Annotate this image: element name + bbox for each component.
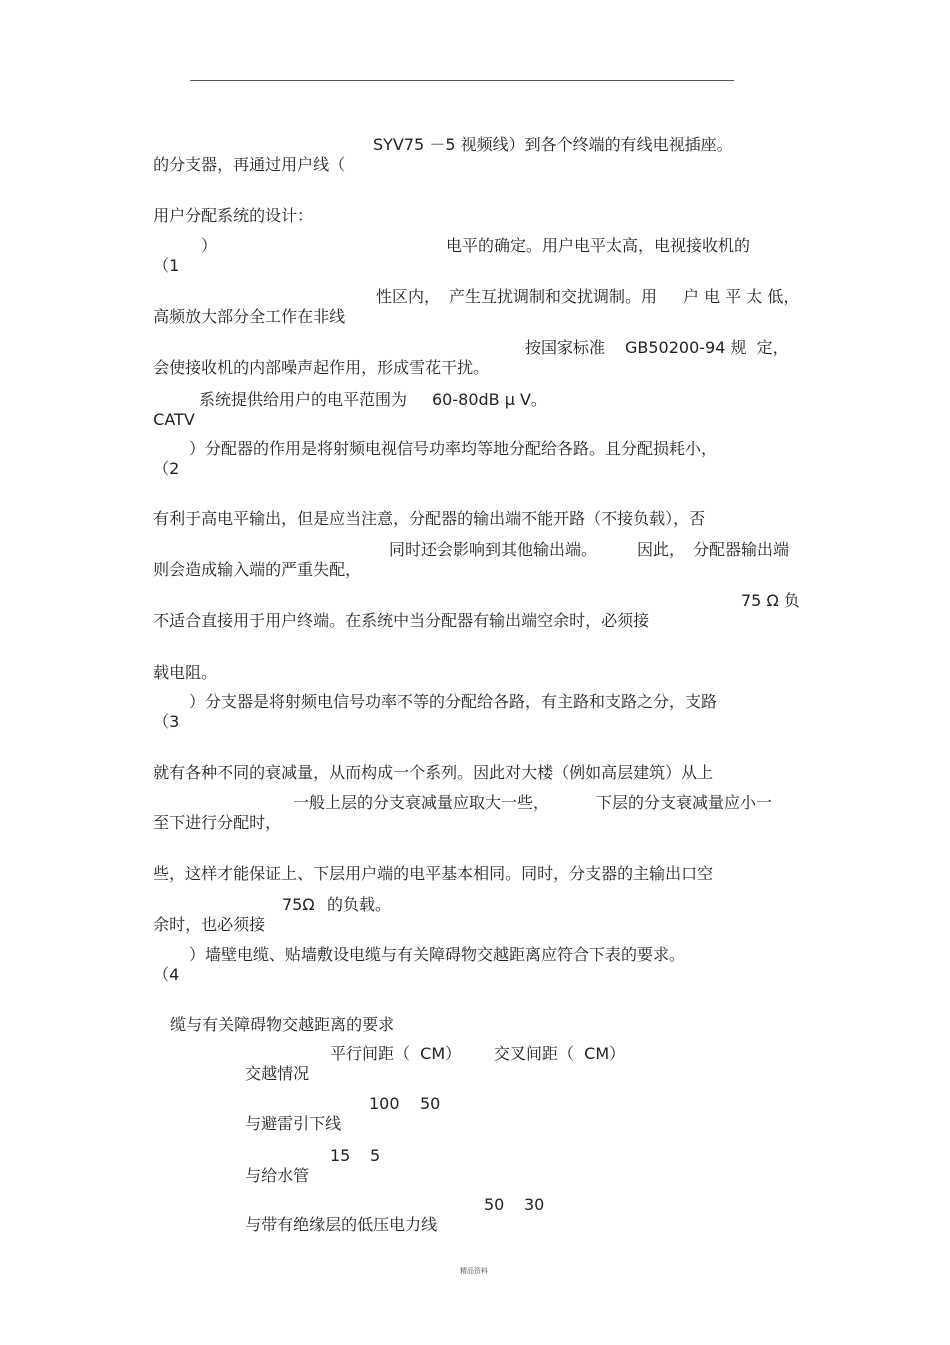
text-segment: 60-80dB μ V。 — [432, 390, 547, 409]
text-segment: 按国家标准 — [525, 338, 606, 357]
text-segment: 因此， — [637, 540, 686, 559]
text-segment: 的分支器，再通过用户线（ — [153, 155, 346, 174]
text-segment: 用户分配系统的设计： — [153, 206, 314, 225]
text-segment: ） — [201, 236, 218, 255]
text-segment: 不适合直接用于用户终端。在系统中当分配器有输出端空余时，必须接 — [153, 611, 650, 630]
text-segment: 下层的分支衰减量应小一 — [596, 793, 773, 812]
text-segment: 系统提供给用户的电平范围为 — [199, 390, 408, 409]
text-segment: 产生互扰调制和交扰调制。用 — [449, 287, 658, 306]
text-segment: 载电阻。 — [153, 663, 218, 682]
table-cell: 30 — [524, 1195, 545, 1214]
text-line-2 — [143, 186, 313, 226]
text-segment: 就有各种不同的衰减量，从而构成一个系列。因此对大楼（例如高层建筑）从上 — [153, 763, 714, 782]
text-line-8 — [143, 489, 705, 529]
table-cell: 15 — [330, 1146, 351, 1165]
text-segment: 至下进行分配时， — [153, 813, 282, 832]
text-line-10 — [143, 591, 800, 651]
text-line-15 — [143, 844, 713, 884]
text-segment: 75 Ω 负 — [741, 591, 800, 610]
text-segment: 一般上层的分支衰减量应取大一些， — [293, 793, 550, 812]
table-cell: 与避雷引下线 — [245, 1114, 342, 1133]
page-footer: 精品资料 — [460, 1267, 488, 1275]
table-cell: 与带有绝缘层的低压电力线 — [245, 1215, 438, 1234]
table-cell: 50 — [484, 1195, 505, 1214]
item-number: （3 — [153, 712, 180, 731]
header-cell: 平行间距（ CM） — [330, 1044, 462, 1063]
table-cell: 与给水管 — [245, 1166, 310, 1185]
text-segment: GB50200-94 规 定， — [625, 338, 789, 357]
text-segment: 同时还会影响到其他输出端。 — [389, 540, 598, 559]
header-cell: 交越情况 — [245, 1064, 310, 1083]
text-segment: SYV75 －5 视频线）到各个终端的有线电视插座。 — [373, 135, 733, 154]
table-caption: 缆与有关障碍物交越距离的要求 — [170, 1015, 395, 1034]
text-segment: 则会造成输入端的严重失配， — [153, 560, 362, 579]
text-segment: 余时，也必须接 — [153, 915, 266, 934]
text-segment: 性区内， — [376, 287, 441, 306]
text-segment: 高频放大部分全工作在非线 — [153, 307, 346, 326]
text-segment: 有利于高电平输出，但是应当注意，分配器的输出端不能开路（不接负载），否 — [153, 509, 706, 528]
text-segment: CATV — [153, 410, 195, 429]
text-segment: 分配器输出端 — [693, 540, 790, 559]
text-line-13 — [143, 743, 713, 783]
table-cell: 50 — [420, 1094, 441, 1113]
text-segment: ）分支器是将射频电信号功率不等的分配给各路，有主路和支路之分，支路 — [189, 692, 718, 711]
text-segment: 75Ω — [282, 895, 315, 914]
text-segment: 的负载。 — [327, 895, 392, 914]
item-number: （4 — [153, 965, 180, 984]
item-number: （2 — [153, 459, 180, 478]
header-rule — [190, 80, 734, 81]
text-line-11 — [143, 643, 217, 683]
text-segment: 些，这样才能保证上、下层用户端的电平基本相同。同时，分支器的主输出口空 — [153, 864, 714, 883]
item-number: （1 — [153, 256, 180, 275]
table-cell: 5 — [370, 1146, 381, 1165]
text-segment: ）墙壁电缆、贴墙敷设电缆与有关障碍物交越距离应符合下表的要求。 — [189, 945, 686, 964]
text-segment: 电平的确定。用户电平太高，电视接收机的 — [446, 236, 751, 255]
table-cell: 100 — [369, 1094, 400, 1113]
text-segment: 户 电 平 太 低， — [683, 287, 800, 306]
text-segment: ）分配器的作用是将射频电视信号功率均等地分配给各路。且分配损耗小， — [189, 439, 718, 458]
text-segment: 会使接收机的内部噪声起作用，形成雪花干扰。 — [153, 358, 490, 377]
header-cell: 交叉间距（ CM） — [494, 1044, 626, 1063]
